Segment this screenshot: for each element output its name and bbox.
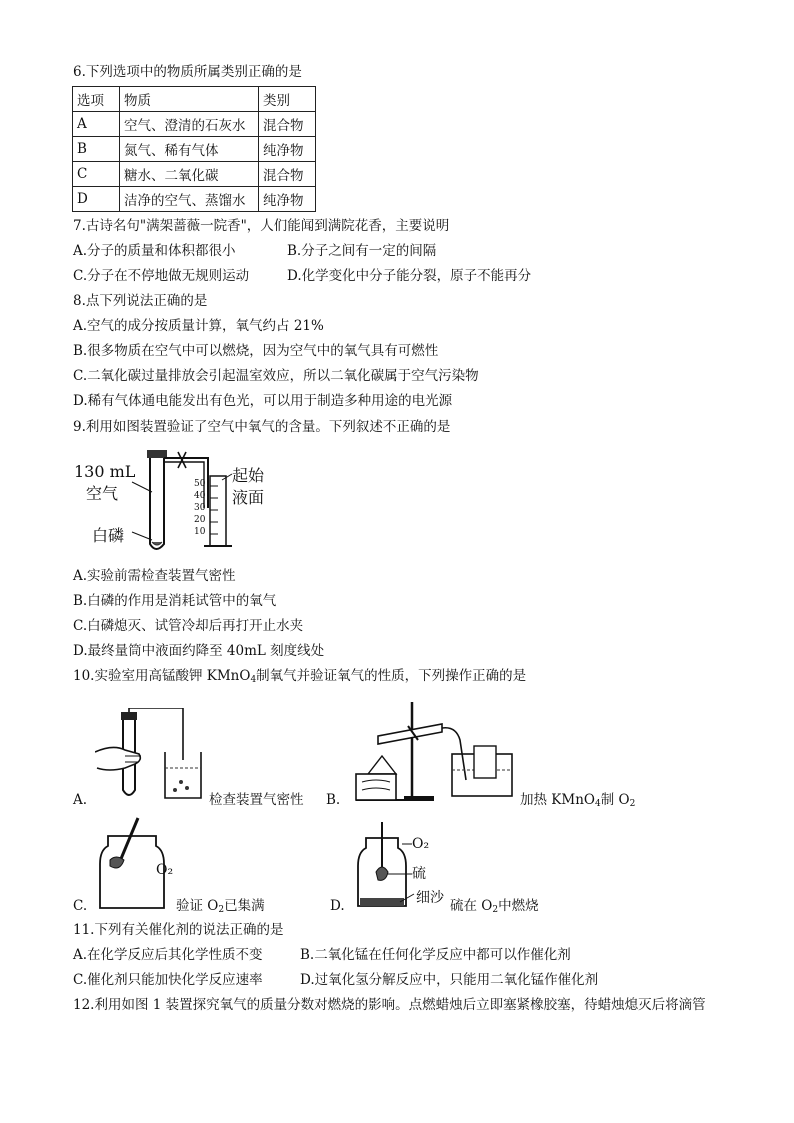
q10-d-fig-o2-label: O₂ [412,836,430,852]
table-row [73,187,316,212]
q10-c-cap-sub: 2 [218,905,225,915]
table-header-row [73,87,316,112]
fig-tick-30: 30 [194,503,206,513]
q10-option-a-caption: 检查装置气密性 [209,792,304,808]
q7-option-c: C.分子在不停地做无规则运动 [73,268,250,284]
table-row [73,162,316,187]
q10-option-c-caption [176,896,265,920]
cell: 洁净的空气、蒸馏水 [120,187,259,212]
q10-option-c-letter: C. [73,898,88,914]
q8-option-b: B.很多物质在空气中可以燃烧，因为空气中的氧气具有可燃性 [73,343,439,359]
fig-start-label-2: 液面 [232,488,265,507]
q11-option-a: A.在化学反应后其化学性质不变 [73,947,263,963]
cell: 纯净物 [259,137,316,162]
q10-stem-sub: 4 [250,675,257,685]
q7-option-d: D.化学变化中分子能分裂，原子不能再分 [287,268,532,284]
q8-option-a: A.空气的成分按质量计算，氧气约占 21% [73,318,324,334]
header-category: 类别 [259,87,316,112]
q9-apparatus-figure [72,448,282,560]
q10-c-cap-pre: 验证 O [176,898,219,914]
cell: C [73,162,120,187]
q10-option-b-caption [520,790,635,814]
q7-stem: 7.古诗名句"满架蔷薇一院香"，人们能闻到满院花香，主要说明 [73,218,450,234]
q11-option-c: C.催化剂只能加快化学反应速率 [73,972,263,988]
q10-d-cap-sub: 2 [492,905,499,915]
fig-volume-label: 130 mL [74,462,136,481]
q10-a-figure-airtight-check [95,708,205,804]
q10-d-cap-pre: 硫在 O [450,898,493,914]
cell: B [73,137,120,162]
q8-stem: 8.点下列说法正确的是 [73,293,208,309]
fig-air-label: 空气 [86,484,119,503]
q10-d-fig-sand-label: 细沙 [416,890,444,906]
q10-option-b-letter: B. [326,792,341,808]
q9-option-d: D.最终量筒中液面约降至 40mL 刻度线处 [73,643,325,659]
cell: 糖水、二氧化碳 [120,162,259,187]
fig-start-label-1: 起始 [232,466,265,485]
q10-option-a-letter: A. [73,792,88,808]
q7-option-b: B.分子之间有一定的间隔 [287,243,437,259]
q8-option-c: C.二氧化碳过量排放会引起温室效应，所以二氧化碳属于空气污染物 [73,368,479,384]
q12-stem: 12.利用如图 1 装置探究氧气的质量分数对燃烧的影响。点燃蜡烛后立即塞紧橡胶塞，待蜡烛熄灭后将滴管 [73,997,706,1013]
cell: 纯净物 [259,187,316,212]
q6-stem: 6.下列选项中的物质所属类别正确的是 [73,64,302,80]
q10-b-figure-heating-kmno4 [348,696,516,804]
fig-tick-20: 20 [194,515,206,525]
q9-stem: 9.利用如图装置验证了空气中氧气的含量。下列叙述不正确的是 [73,419,451,435]
q10-b-cap-post: 制 O [600,792,630,808]
q10-option-d-caption [450,896,539,920]
cell: 混合物 [259,112,316,137]
cell: 空气、澄清的石灰水 [120,112,259,137]
q11-stem: 11.下列有关催化剂的说法正确的是 [73,922,284,938]
cell: 混合物 [259,162,316,187]
fig-tick-40: 40 [194,491,206,501]
q10-b-cap-sub: 4 [594,799,601,809]
q9-option-b: B.白磷的作用是消耗试管中的氧气 [73,593,277,609]
q10-b-cap-sub2: 2 [629,799,636,809]
q9-option-c: C.白磷熄灭、试管冷却后再打开止水夹 [73,618,304,634]
q8-option-d: D.稀有气体通电能发出有色光，可以用于制造多种用途的电光源 [73,393,453,409]
q10-stem-pre: 10.实验室用高锰酸钾 KMnO [73,668,251,684]
q10-c-cap-post: 已集满 [224,898,265,914]
q10-d-figure-sulfur-burning [352,818,452,916]
cell: A [73,112,120,137]
table-row [73,137,316,162]
q6-table [72,86,316,212]
q11-option-d: D.过氧化氢分解反应中，只能用二氧化锰作催化剂 [300,972,599,988]
header-substance: 物质 [120,87,259,112]
q10-option-d-letter: D. [330,898,345,914]
q10-stem [73,666,526,690]
q10-stem-post: 制氧气并验证氧气的性质，下列操作正确的是 [256,668,527,684]
q9-option-a: A.实验前需检查装置气密性 [73,568,236,584]
q10-d-fig-sulfur-label: 硫 [412,866,426,882]
header-option: 选项 [73,87,120,112]
q10-c-fig-label: O₂ [156,862,174,878]
q10-b-cap-pre: 加热 KMnO [520,792,595,808]
q11-option-b: B.二氧化锰在任何化学反应中都可以作催化剂 [300,947,571,963]
q10-d-cap-post: 中燃烧 [498,898,539,914]
fig-phosphorus-label: 白磷 [92,526,125,545]
q7-option-a: A.分子的质量和体积都很小 [73,243,236,259]
fig-tick-10: 10 [194,527,206,537]
fig-tick-50: 50 [194,479,206,489]
table-row [73,112,316,137]
cell: 氮气、稀有气体 [120,137,259,162]
cell: D [73,187,120,212]
